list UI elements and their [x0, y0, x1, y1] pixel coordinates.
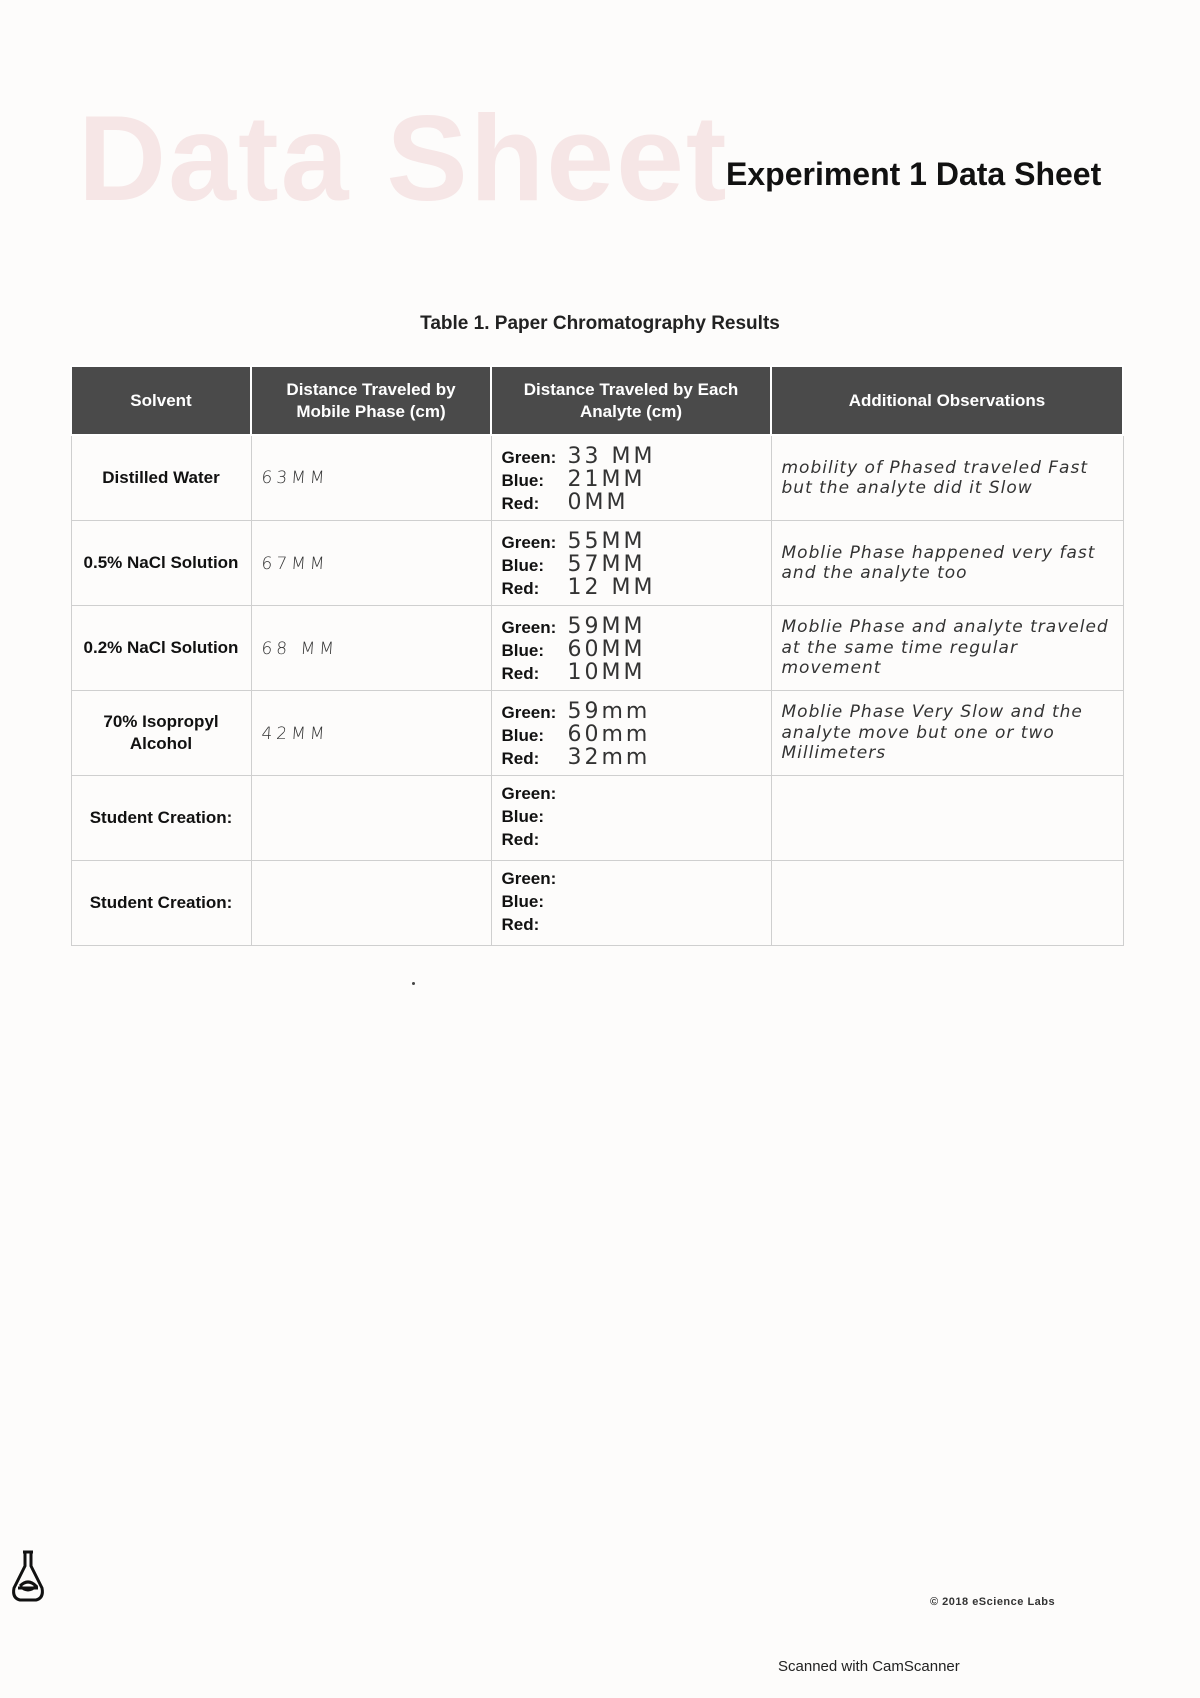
- mobile-phase-value: 63MM: [260, 468, 330, 488]
- red-label: Red:: [501, 578, 540, 598]
- solvent-cell: [71, 435, 251, 521]
- analyte-cell[interactable]: [491, 521, 771, 606]
- blue-label: Blue:: [501, 725, 544, 745]
- observations-text: mobility of Phased traveled Fast but the analyte did it Slow: [781, 457, 1088, 498]
- analyte-blue-line: [502, 807, 761, 830]
- solvent-cell: [71, 521, 251, 606]
- observations-text: Moblie Phase and analyte traveled at the same time regular movement: [781, 617, 1109, 679]
- table-body: [71, 435, 1123, 946]
- analyte-green-line: [502, 784, 761, 807]
- header-watermark: Data Sheet: [78, 90, 729, 226]
- blue-label: Blue:: [501, 806, 544, 826]
- analyte-red-line: [502, 830, 761, 853]
- observations-cell[interactable]: [771, 521, 1123, 606]
- column-header-observations: Additional Observations: [771, 366, 1123, 435]
- red-value: 0MM: [567, 489, 629, 515]
- observations-text: Moblie Phase happened very fast and the analyte too: [781, 542, 1096, 583]
- flask-logo-icon: [8, 1548, 48, 1604]
- green-value: 59MM: [567, 613, 646, 639]
- analyte-cell[interactable]: [491, 776, 771, 861]
- analyte-cell[interactable]: [491, 606, 771, 691]
- solvent-label: 70% Isopropyl Alcohol: [103, 711, 219, 753]
- blue-label: Blue:: [501, 891, 544, 911]
- analyte-red-line: [502, 575, 761, 598]
- column-header-solvent: Solvent: [71, 366, 251, 435]
- red-label: Red:: [501, 914, 540, 934]
- red-label: Red:: [501, 493, 540, 513]
- red-label: Red:: [501, 748, 540, 768]
- analyte-cell[interactable]: [491, 861, 771, 946]
- mobile-phase-cell[interactable]: [248, 521, 494, 606]
- table-row: [71, 691, 1123, 776]
- mobile-phase-cell[interactable]: [248, 606, 494, 691]
- red-label: Red:: [501, 829, 540, 849]
- observations-cell[interactable]: [771, 606, 1123, 691]
- analyte-green-line: [502, 444, 761, 467]
- analyte-blue-line: [502, 552, 761, 575]
- mobile-phase-cell[interactable]: [248, 861, 494, 946]
- green-label: Green:: [501, 868, 557, 888]
- mobile-phase-cell[interactable]: [248, 691, 494, 776]
- blue-label: Blue:: [501, 470, 544, 490]
- mobile-phase-value: 42MM: [260, 723, 330, 743]
- analyte-cell[interactable]: [491, 435, 771, 521]
- blue-value: 57MM: [567, 551, 646, 577]
- analyte-green-line: [502, 869, 761, 892]
- observations-cell[interactable]: [771, 861, 1123, 946]
- analyte-green-line: [502, 614, 761, 637]
- stray-dot: [412, 982, 415, 985]
- scanner-watermark: Scanned with CamScanner: [778, 1658, 960, 1675]
- analyte-red-line: [502, 660, 761, 683]
- solvent-label: Student Creation:: [89, 892, 233, 912]
- table-header-row: [71, 366, 1123, 435]
- green-label: Green:: [501, 617, 557, 637]
- solvent-label: Student Creation:: [89, 807, 233, 827]
- green-value: 59mm: [567, 698, 651, 724]
- solvent-label: 0.2% NaCl Solution: [83, 637, 239, 657]
- analyte-green-line: [502, 529, 761, 552]
- mobile-phase-cell[interactable]: [248, 435, 494, 521]
- blue-value: 60mm: [567, 721, 651, 747]
- solvent-label: Distilled Water: [102, 467, 220, 487]
- table-row: [71, 861, 1123, 946]
- green-label: Green:: [501, 702, 557, 722]
- analyte-cell[interactable]: [491, 691, 771, 776]
- red-value: 10MM: [567, 659, 646, 685]
- solvent-cell: [71, 606, 251, 691]
- solvent-cell: [71, 776, 251, 861]
- analyte-red-line: [502, 915, 761, 938]
- mobile-phase-cell[interactable]: [248, 776, 494, 861]
- observations-text: Moblie Phase Very Slow and the analyte move but one or two Millimeters: [781, 702, 1083, 764]
- copyright-text: © 2018 eScience Labs: [930, 1596, 1056, 1608]
- observations-cell[interactable]: [771, 776, 1123, 861]
- green-label: Green:: [501, 447, 557, 467]
- blue-label: Blue:: [501, 640, 544, 660]
- blue-label: Blue:: [501, 555, 544, 575]
- analyte-blue-line: [502, 722, 761, 745]
- red-label: Red:: [501, 663, 540, 683]
- analyte-green-line: [502, 699, 761, 722]
- mobile-phase-value: 68 MM: [260, 638, 339, 658]
- page-title: Experiment 1 Data Sheet: [726, 156, 1102, 192]
- green-label: Green:: [501, 783, 557, 803]
- table-caption: Table 1. Paper Chromatography Results: [420, 313, 780, 334]
- red-value: 32mm: [567, 744, 651, 770]
- mobile-phase-value: 67MM: [260, 553, 330, 573]
- column-header-mobile-phase: Distance Traveled by Mobile Phase (cm): [251, 366, 491, 435]
- results-table: [70, 365, 1124, 946]
- solvent-cell: [71, 691, 251, 776]
- analyte-blue-line: [502, 637, 761, 660]
- analyte-blue-line: [502, 892, 761, 915]
- table-row: [71, 776, 1123, 861]
- analyte-red-line: [502, 745, 761, 768]
- observations-cell[interactable]: [771, 691, 1123, 776]
- analyte-red-line: [502, 490, 761, 513]
- blue-value: 60MM: [567, 636, 646, 662]
- blue-value: 21MM: [567, 466, 646, 492]
- green-value: 33 MM: [567, 443, 656, 469]
- green-value: 55MM: [567, 528, 646, 554]
- table-row: [71, 606, 1123, 691]
- solvent-cell: [71, 861, 251, 946]
- table-row: [71, 521, 1123, 606]
- analyte-blue-line: [502, 467, 761, 490]
- green-label: Green:: [501, 532, 557, 552]
- table-row: [71, 435, 1123, 521]
- solvent-label: 0.5% NaCl Solution: [83, 552, 239, 572]
- red-value: 12 MM: [567, 574, 656, 600]
- column-header-analyte: Distance Traveled by Each Analyte (cm): [491, 366, 771, 435]
- observations-cell[interactable]: [771, 435, 1123, 521]
